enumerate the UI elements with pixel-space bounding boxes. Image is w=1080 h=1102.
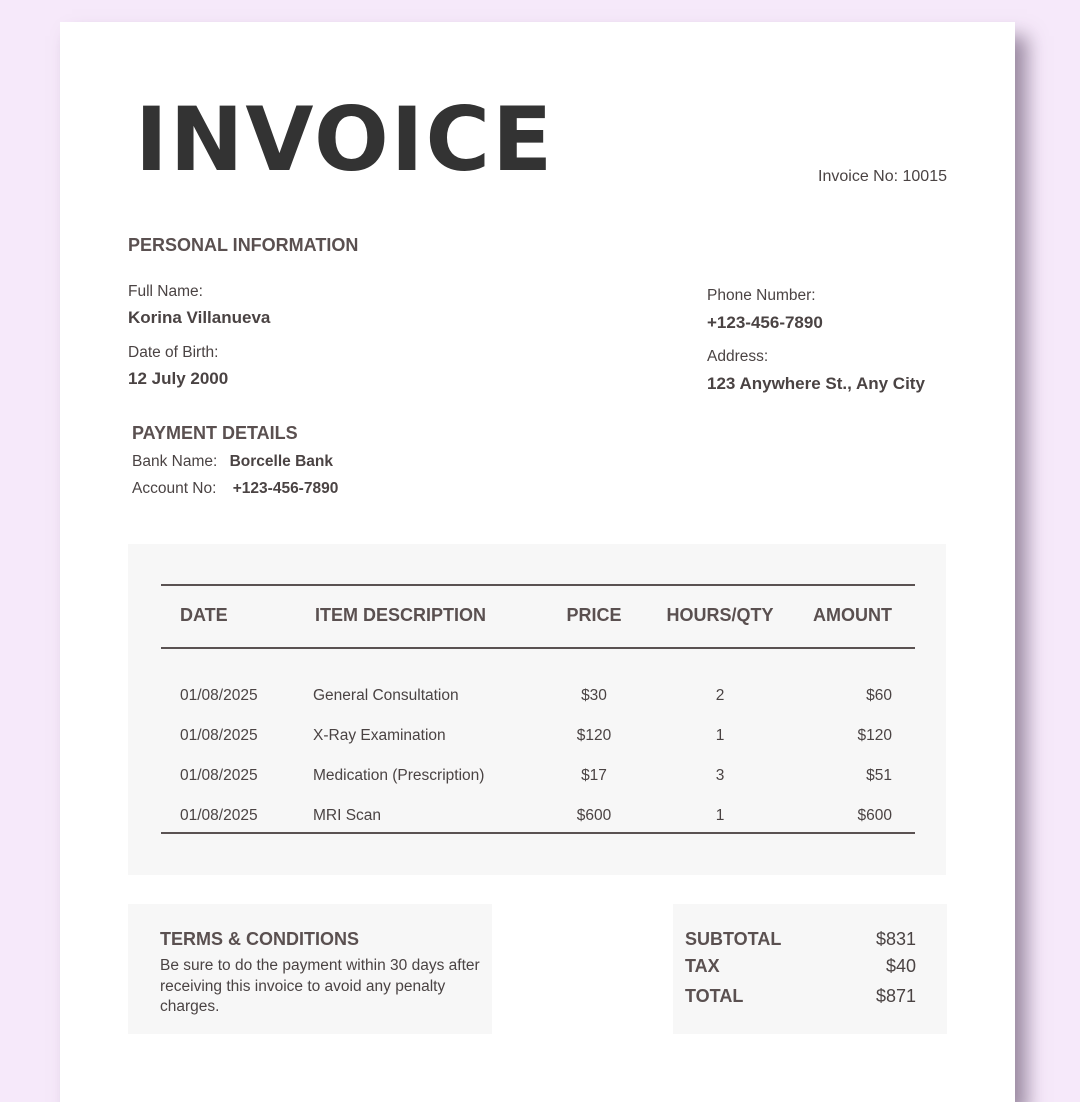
- phone-label: Phone Number:: [707, 287, 816, 304]
- row-1-qty-text: 2: [715, 687, 725, 704]
- row-1-price-text: $30: [581, 687, 607, 704]
- full-name-label: Full Name:: [128, 283, 203, 300]
- terms-text: Be sure to do the payment within 30 days after receiving this invoice to avoid any penalty charges.: [160, 957, 480, 1015]
- row-4-qty-text: 1: [715, 807, 725, 824]
- row-2-amount: $120: [857, 727, 892, 744]
- row-4-price-text: $600: [576, 807, 612, 824]
- bank-name-label: Bank Name:: [132, 453, 218, 470]
- header-amount: AMOUNT: [813, 605, 892, 625]
- tax-value: $40: [885, 956, 916, 976]
- bank-name-row: [132, 453, 333, 471]
- account-no-label: Account No:: [132, 480, 217, 497]
- row-4-amount: $600: [857, 807, 892, 824]
- row-2-qty-text: 1: [715, 727, 725, 744]
- personal-info-heading: PERSONAL INFORMATION: [128, 235, 359, 255]
- subtotal-label: SUBTOTAL: [685, 929, 782, 949]
- row-3-price-text: $17: [581, 767, 607, 784]
- address-value: 123 Anywhere St., Any City: [707, 374, 925, 393]
- invoice-number: Invoice No: 10015: [818, 168, 947, 185]
- items-table: [128, 544, 946, 875]
- table-header-rule: [161, 647, 915, 649]
- tax-label: TAX: [685, 956, 720, 976]
- dob-value: 12 July 2000: [128, 369, 229, 388]
- terms-heading: TERMS & CONDITIONS: [160, 929, 360, 949]
- row-3-date: 01/08/2025: [180, 767, 258, 784]
- total-value: $871: [875, 986, 916, 1006]
- address-label: Address:: [707, 348, 769, 365]
- header-item-description: ITEM DESCRIPTION: [315, 605, 487, 625]
- terms-panel: [128, 904, 492, 1034]
- table-top-rule: [161, 584, 915, 586]
- phone-value: +123-456-7890: [707, 313, 823, 332]
- account-no-row: [132, 480, 338, 498]
- row-2-description: X-Ray Examination: [313, 727, 446, 744]
- invoice-title: INVOICE: [135, 88, 555, 191]
- payment-details-heading: PAYMENT DETAILS: [132, 423, 298, 443]
- row-2-price-text: $120: [576, 727, 612, 744]
- row-1-date: 01/08/2025: [180, 687, 258, 704]
- row-4-date: 01/08/2025: [180, 807, 258, 824]
- row-2-date: 01/08/2025: [180, 727, 258, 744]
- table-bottom-rule: [161, 832, 915, 834]
- total-label: TOTAL: [685, 986, 744, 1006]
- row-3-qty-text: 3: [715, 767, 725, 784]
- invoice-sheet: [60, 22, 1015, 1102]
- row-1-amount: $60: [866, 687, 892, 704]
- row-1-description: General Consultation: [313, 687, 459, 704]
- header-price-text: PRICE: [566, 605, 622, 625]
- row-4-description: MRI Scan: [313, 807, 382, 824]
- totals-panel: [673, 904, 947, 1034]
- bank-name-value: Borcelle Bank: [229, 453, 333, 470]
- subtotal-value: $831: [875, 929, 916, 949]
- row-3-description: Medication (Prescription): [313, 767, 485, 784]
- dob-label: Date of Birth:: [128, 344, 219, 361]
- header-date: DATE: [180, 605, 228, 625]
- header-hours-qty-text: HOURS/QTY: [666, 605, 774, 625]
- account-no-value: +123-456-7890: [232, 480, 339, 497]
- row-3-amount: $51: [866, 767, 892, 784]
- full-name-value: Korina Villanueva: [128, 308, 271, 327]
